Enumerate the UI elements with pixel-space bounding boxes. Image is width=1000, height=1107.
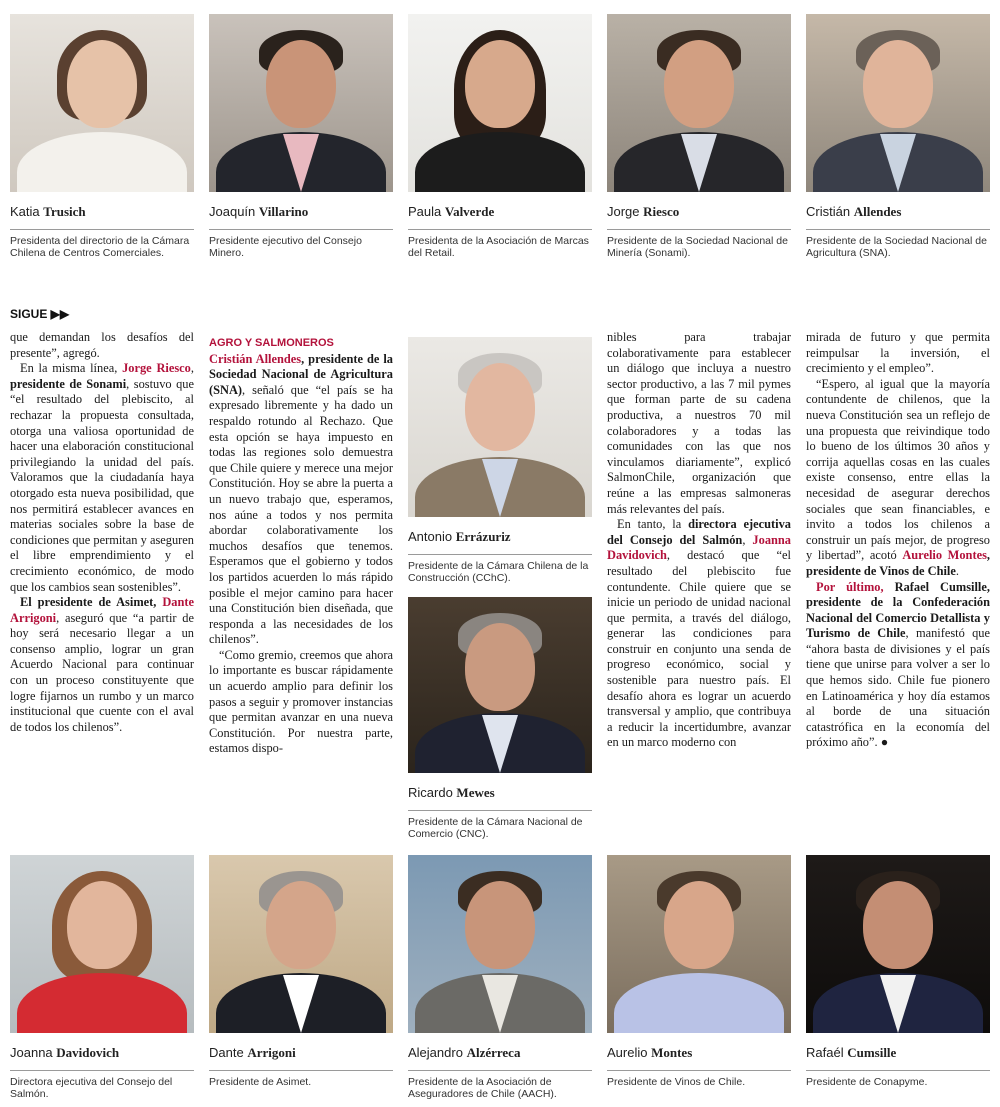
person-name: Jorge Riesco [607,204,680,219]
person-role: Presidente de la Asociación de Aseguradores de Chile (AACH). [408,1076,557,1100]
person-name: Rafaél Cumsille [806,1045,897,1060]
person-role: Presidente de Vinos de Chile. [607,1076,746,1088]
paragraph: que demandan los desafíos del presente”, agregó. [10,330,194,360]
person-name: Katia Trusich [10,204,86,219]
divider [209,229,393,230]
article-column-5 [806,330,990,772]
person-name: Ricardo Mewes [408,785,495,800]
person-role: Presidenta de la Asociación de Marcas del Retail. [408,235,589,259]
portrait-photo [10,14,194,192]
portrait-photo [806,855,990,1033]
profile-card-davidovich [10,855,194,1100]
section-heading: AGRO Y SALMONEROS [209,337,334,349]
profile-card-alzerreca [408,855,592,1100]
person-name: Dante Arrigoni [209,1045,296,1060]
person-name: Paula Valverde [408,204,495,219]
divider [806,229,990,230]
person-name: Antonio Errázuriz [408,529,511,544]
continued-label: SIGUE ▶▶ [10,307,70,321]
person-role: Presidente de la Cámara Chilena de la Construcción (CChC). [408,560,589,584]
paragraph: mirada de futuro y que permita reimpulsar la inversión, el crecimiento y el empleo”. [806,330,990,376]
profile-card-cumsille [806,855,990,1088]
paragraph: “Espero, al igual que la mayoría contundente de chilenos, que la nueva Constitución sea un reflejo de una propuesta que reivindique todo lo bueno de los últimos 30 años y corrija aquellas cosas en las cuales existe consenso, entre ellas la necesidad de asegurar derechos sociales que sean financiables, e invito a todos los chilenos a construir un país mejor, de progreso y libertad”, acotó Aurelio Montes, presidente de Vinos de Chile. [806,376,990,578]
person-role: Presidente de la Sociedad Nacional de Agricultura (SNA). [806,235,987,259]
profile-card-villarino [209,14,393,259]
profile-card-allendes [806,14,990,259]
person-name: Cristián Allendes [806,204,902,219]
person-role: Directora ejecutiva del Consejo del Salmón. [10,1076,173,1100]
paragraph: En tanto, la directora ejecutiva del Consejo del Salmón, Joanna Davidovich, destacó que “el resultado del plebiscito fue contundente. Chile quiere que se inicie un periodo de unidad nacional que permita, a través del diálogo, generar las condiciones para construir en conjunto una senda de progreso económico, social y sostenible para nuestro país. El desafío ahora es lograr un acuerdo transversal y amplio, que contribuya a reducir la incertidumbre, avanzar en un marco moderno con [607,517,791,750]
divider [10,1070,194,1071]
divider [408,1070,592,1071]
person-role: Presidente de la Sociedad Nacional de Minería (Sonami). [607,235,788,259]
profile-card-errazuriz [408,337,592,584]
person-role: Presidente de la Cámara Nacional de Comercio (CNC). [408,816,583,840]
person-name: Joaquín Villarino [209,204,309,219]
article-column-1 [10,330,194,772]
portrait-photo [408,337,592,517]
person-name: Joanna Davidovich [10,1045,120,1060]
paragraph: nibles para trabajar colaborativamente para establecer un diálogo que incluya a nuestro sector productivo, a las 7 mil pymes que forman parte de su cadena productiva, a nuestros 70 mil colaboradores y a todas las comunidades con las que nos vinculamos diariamente”, explicó SalmonChile, organización que reúne a las empresas salmoneras más relevantes del país. [607,330,791,516]
article-column-2 [209,336,393,772]
paragraph: “Como gremio, creemos que ahora lo importante es buscar rápidamente un acuerdo amplio para definir los pasos a seguir y promover instancias que permitan avanzar en una nueva Constitución. Por nuestra parte, estamos dispo- [209,647,393,756]
portrait-photo [408,855,592,1033]
profile-card-valverde [408,14,592,259]
portrait-photo [607,855,791,1033]
divider [607,229,791,230]
divider [806,1070,990,1071]
divider [408,229,592,230]
profile-card-montes [607,855,791,1088]
portrait-photo [209,14,393,192]
paragraph: En la misma línea, Jorge Riesco, presidente de Sonami, sostuvo que “el resultado del plebiscito, al rechazar la propuesta consultada, otorga una valiosa oportunidad de hacer una elaboración constitucional privilegiando la unidad del país. Valoramos que la ciudadanía haya otorgado esta nueva posibilidad, que nos permitirá establecer avances en materias sociales sobre la base de condiciones que permitan y aseguren el libre emprendimiento y el crecimiento económico, de modo que los cambios sean sostenibles”. [10,361,194,594]
paragraph: Por último, Rafael Cumsille, presidente de la Confederación Nacional del Comercio Detallista y Turismo de Chile, manifestó que “ahora basta de divisiones y el país tiene que unirse para volver a ser lo que hemos sido. Chile fue pionero en Latinoamérica y hoy día estamos al borde de una situación catastrófica en la economía del próximo año”. ● [806,579,990,750]
portrait-photo [209,855,393,1033]
person-name: Alejandro Alzérreca [408,1045,521,1060]
profile-card-trusich [10,14,194,259]
portrait-photo [806,14,990,192]
end-mark-icon: ● [880,735,889,750]
portrait-photo [408,14,592,192]
portrait-photo [607,14,791,192]
paragraph: El presidente de Asimet, Dante Arrigoni, aseguró que “a partir de hoy será necesario llegar a un consenso amplio, lograr un gran Acuerdo Nacional para continuar con un proceso constituyente que logre fijarnos un rumbo y un marco institucional que cuente con el aval de todos los chilenos”. [10,595,194,734]
paragraph: Cristián Allendes, presidente de la Sociedad Nacional de Agricultura (SNA), señaló que “el país se ha expresado libremente y ha dado un respaldo rotundo al Rechazo. Que esta opción se haya impuesto en todas las regiones solo demuestra que Chile quiere y merece una mejor Constitución. Hoy se abre la puerta a un nuevo trabajo que, esperamos, nos aúne a todos y nos permita abordar colaborativamente los muchos desafíos que tenemos. Esperamos que el gobierno y todos los partidos acuerden lo más rápido posible el mejor camino para hacer una Constitución bien diseñada, que responda a las necesidades de los chilenos”. [209,351,393,647]
person-role: Presidente de Conapyme. [806,1076,928,1088]
person-role: Presidenta del directorio de la Cámara Chilena de Centros Comerciales. [10,235,190,259]
person-role: Presidente de Asimet. [209,1076,312,1088]
portrait-photo [10,855,194,1033]
divider [10,229,194,230]
divider [607,1070,791,1071]
person-name: Aurelio Montes [607,1045,693,1060]
divider [408,810,592,811]
person-role: Presidente ejecutivo del Consejo Minero. [209,235,362,259]
profile-card-riesco [607,14,791,259]
article-column-4 [607,330,791,772]
profile-card-arrigoni [209,855,393,1088]
portrait-photo [408,597,592,773]
divider [209,1070,393,1071]
profile-card-mewes [408,597,592,840]
divider [408,554,592,555]
